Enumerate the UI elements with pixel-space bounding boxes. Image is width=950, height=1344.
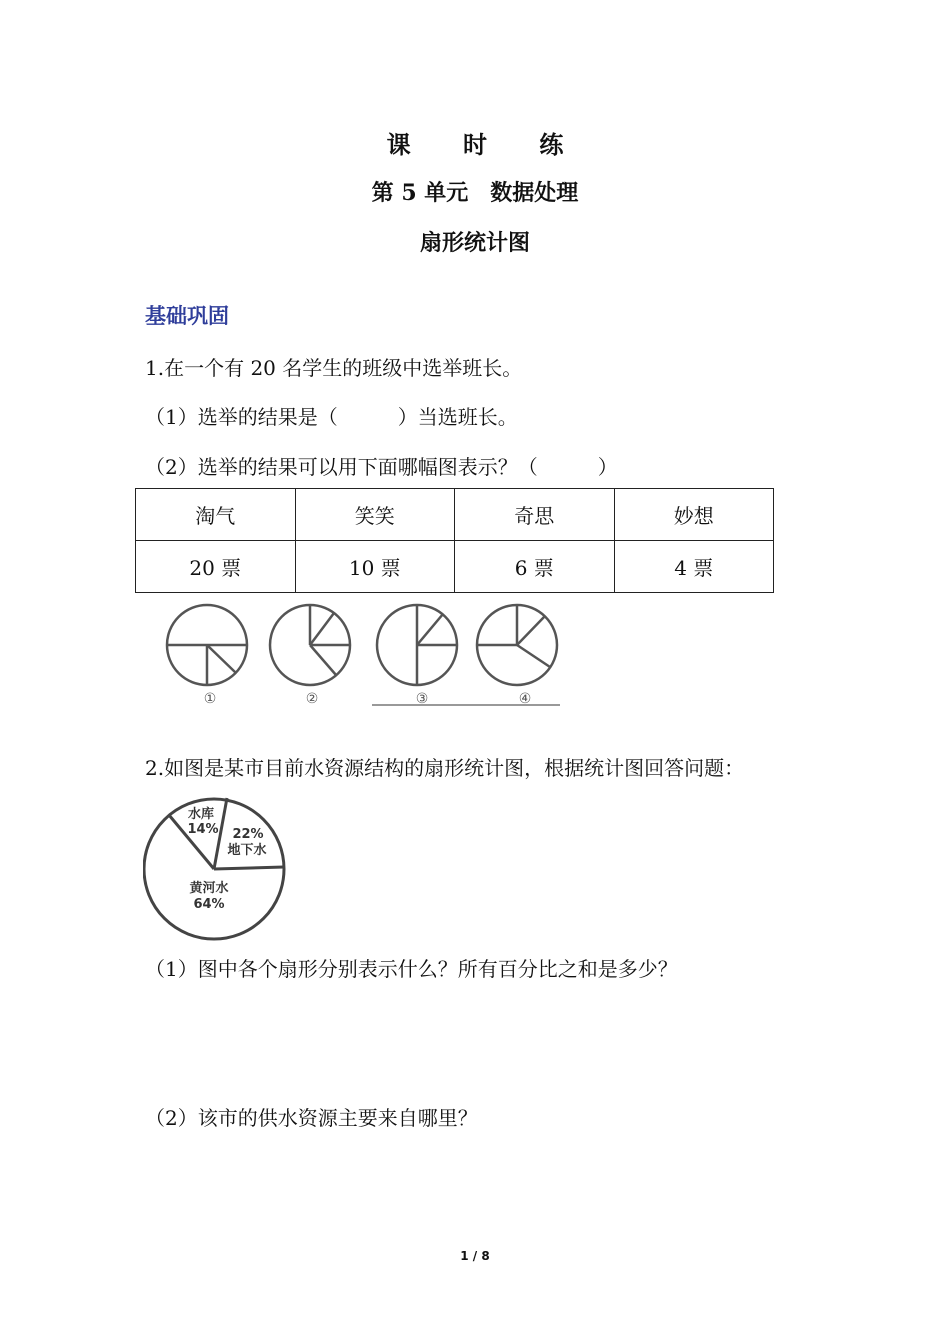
table-cell: 奇思: [455, 489, 615, 541]
page-number: 1 / 8: [460, 1249, 490, 1263]
table-cell: 6 票: [455, 541, 615, 593]
q2-stem: 2.如图是某市目前水资源结构的扇形统计图，根据统计图回答问题：: [145, 756, 745, 780]
slice-label-yellow-river: 黄河水: [189, 881, 229, 896]
table-cell: 20 票: [136, 541, 296, 593]
unit-title: 第 5 单元 数据处理: [371, 180, 579, 206]
q1-stem: 1.在一个有 20 名学生的班级中选举班长。: [145, 356, 523, 380]
q1-sub1: （1）选举的结果是（ ）当选班长。: [145, 405, 518, 429]
pie-divider-3: [214, 867, 284, 869]
table-cell: 4 票: [614, 541, 774, 593]
slice-pct-yellow-river: 64%: [193, 897, 225, 912]
option-pie-1: [167, 605, 247, 685]
table-row: [136, 541, 774, 593]
option-label-4: ④: [518, 691, 532, 707]
water-resource-pie-chart: [143, 793, 288, 963]
option-pie-2: [270, 605, 350, 685]
option-pie-charts: [160, 600, 570, 715]
page-title: 课 时 练: [386, 130, 586, 159]
lesson-title: 扇形统计图: [419, 230, 530, 256]
table-row: [136, 489, 774, 541]
votes-table: [135, 488, 774, 593]
table-cell: 10 票: [295, 541, 455, 593]
slice-label-reservoir: 水库: [187, 807, 215, 822]
slice-pct-groundwater: 22%: [232, 827, 264, 842]
option-pie-4: [477, 605, 557, 685]
option-label-1: ①: [203, 691, 217, 707]
slice-pct-reservoir: 14%: [187, 822, 219, 837]
slice-label-groundwater: 地下水: [227, 843, 267, 858]
option-label-2: ②: [305, 691, 319, 707]
section-heading: 基础巩固: [145, 304, 229, 328]
q2-sub2: （2）该市的供水资源主要来自哪里？: [145, 1106, 478, 1130]
table-cell: 笑笑: [295, 489, 455, 541]
option-label-3: ③: [415, 691, 429, 707]
table-cell: 淘气: [136, 489, 296, 541]
table-cell: 妙想: [614, 489, 774, 541]
q2-sub1: （1）图中各个扇形分别表示什么？所有百分比之和是多少？: [145, 957, 678, 981]
option-pie-3: [377, 605, 457, 685]
q1-sub2: （2）选举的结果可以用下面哪幅图表示？（ ）: [145, 455, 618, 479]
